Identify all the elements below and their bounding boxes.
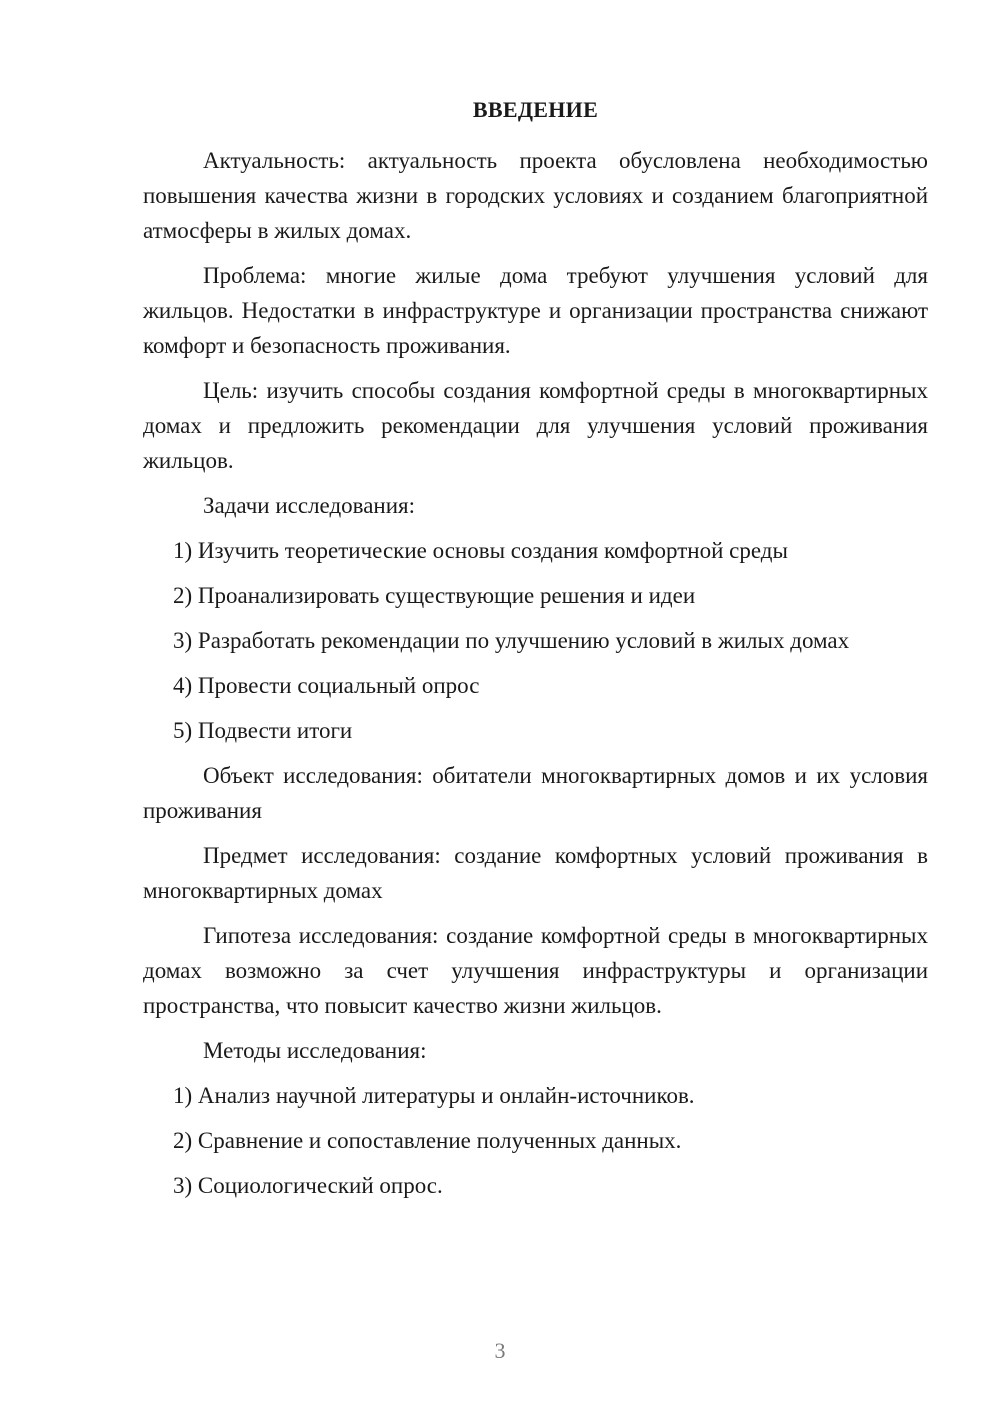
method-item: 2) Сравнение и сопоставление полученных данных. (173, 1128, 682, 1153)
page-content (143, 95, 928, 1213)
problem-paragraph: Проблема: многие жилые дома требуют улучшения условий для жильцов. Недостатки в инфраструктуре и организации пространства снижают комфорт и безопасность проживания. (143, 263, 928, 358)
hypothesis-paragraph: Гипотеза исследования: создание комфортной среды в многоквартирных домах возможно за счет улучшения инфраструктуры и организации пространства, что повысит качество жизни жильцов. (143, 923, 928, 1018)
task-item: 5) Подвести итоги (173, 718, 353, 743)
section-heading: ВВЕДЕНИЕ (472, 97, 599, 122)
task-item: 4) Провести социальный опрос (173, 673, 480, 698)
goal-paragraph: Цель: изучить способы создания комфортной среды в многоквартирных домах и предложить рекомендации для улучшения условий проживания жильцов. (143, 378, 928, 473)
object-paragraph: Объект исследования: обитатели многоквартирных домов и их условия проживания (143, 763, 928, 823)
tasks-list (143, 533, 928, 748)
page-number: 3 (494, 1338, 506, 1363)
task-item: 2) Проанализировать существующие решения и идеи (173, 583, 696, 608)
method-item: 3) Социологический опрос. (173, 1173, 443, 1198)
methods-title: Методы исследования: (203, 1038, 427, 1063)
methods-list (143, 1078, 928, 1203)
subject-paragraph: Предмет исследования: создание комфортных условий проживания в многоквартирных домах (143, 843, 928, 903)
task-item: 3) Разработать рекомендации по улучшению условий в жилых домах (173, 628, 850, 653)
method-item: 1) Анализ научной литературы и онлайн-источников. (173, 1083, 695, 1108)
tasks-title: Задачи исследования: (203, 493, 416, 518)
relevance-paragraph: Актуальность: актуальность проекта обусловлена необходимостью повышения качества жизни в городских условиях и созданием благоприятной атмосферы в жилых домах. (143, 148, 928, 243)
task-item: 1) Изучить теоретические основы создания комфортной среды (173, 538, 788, 563)
